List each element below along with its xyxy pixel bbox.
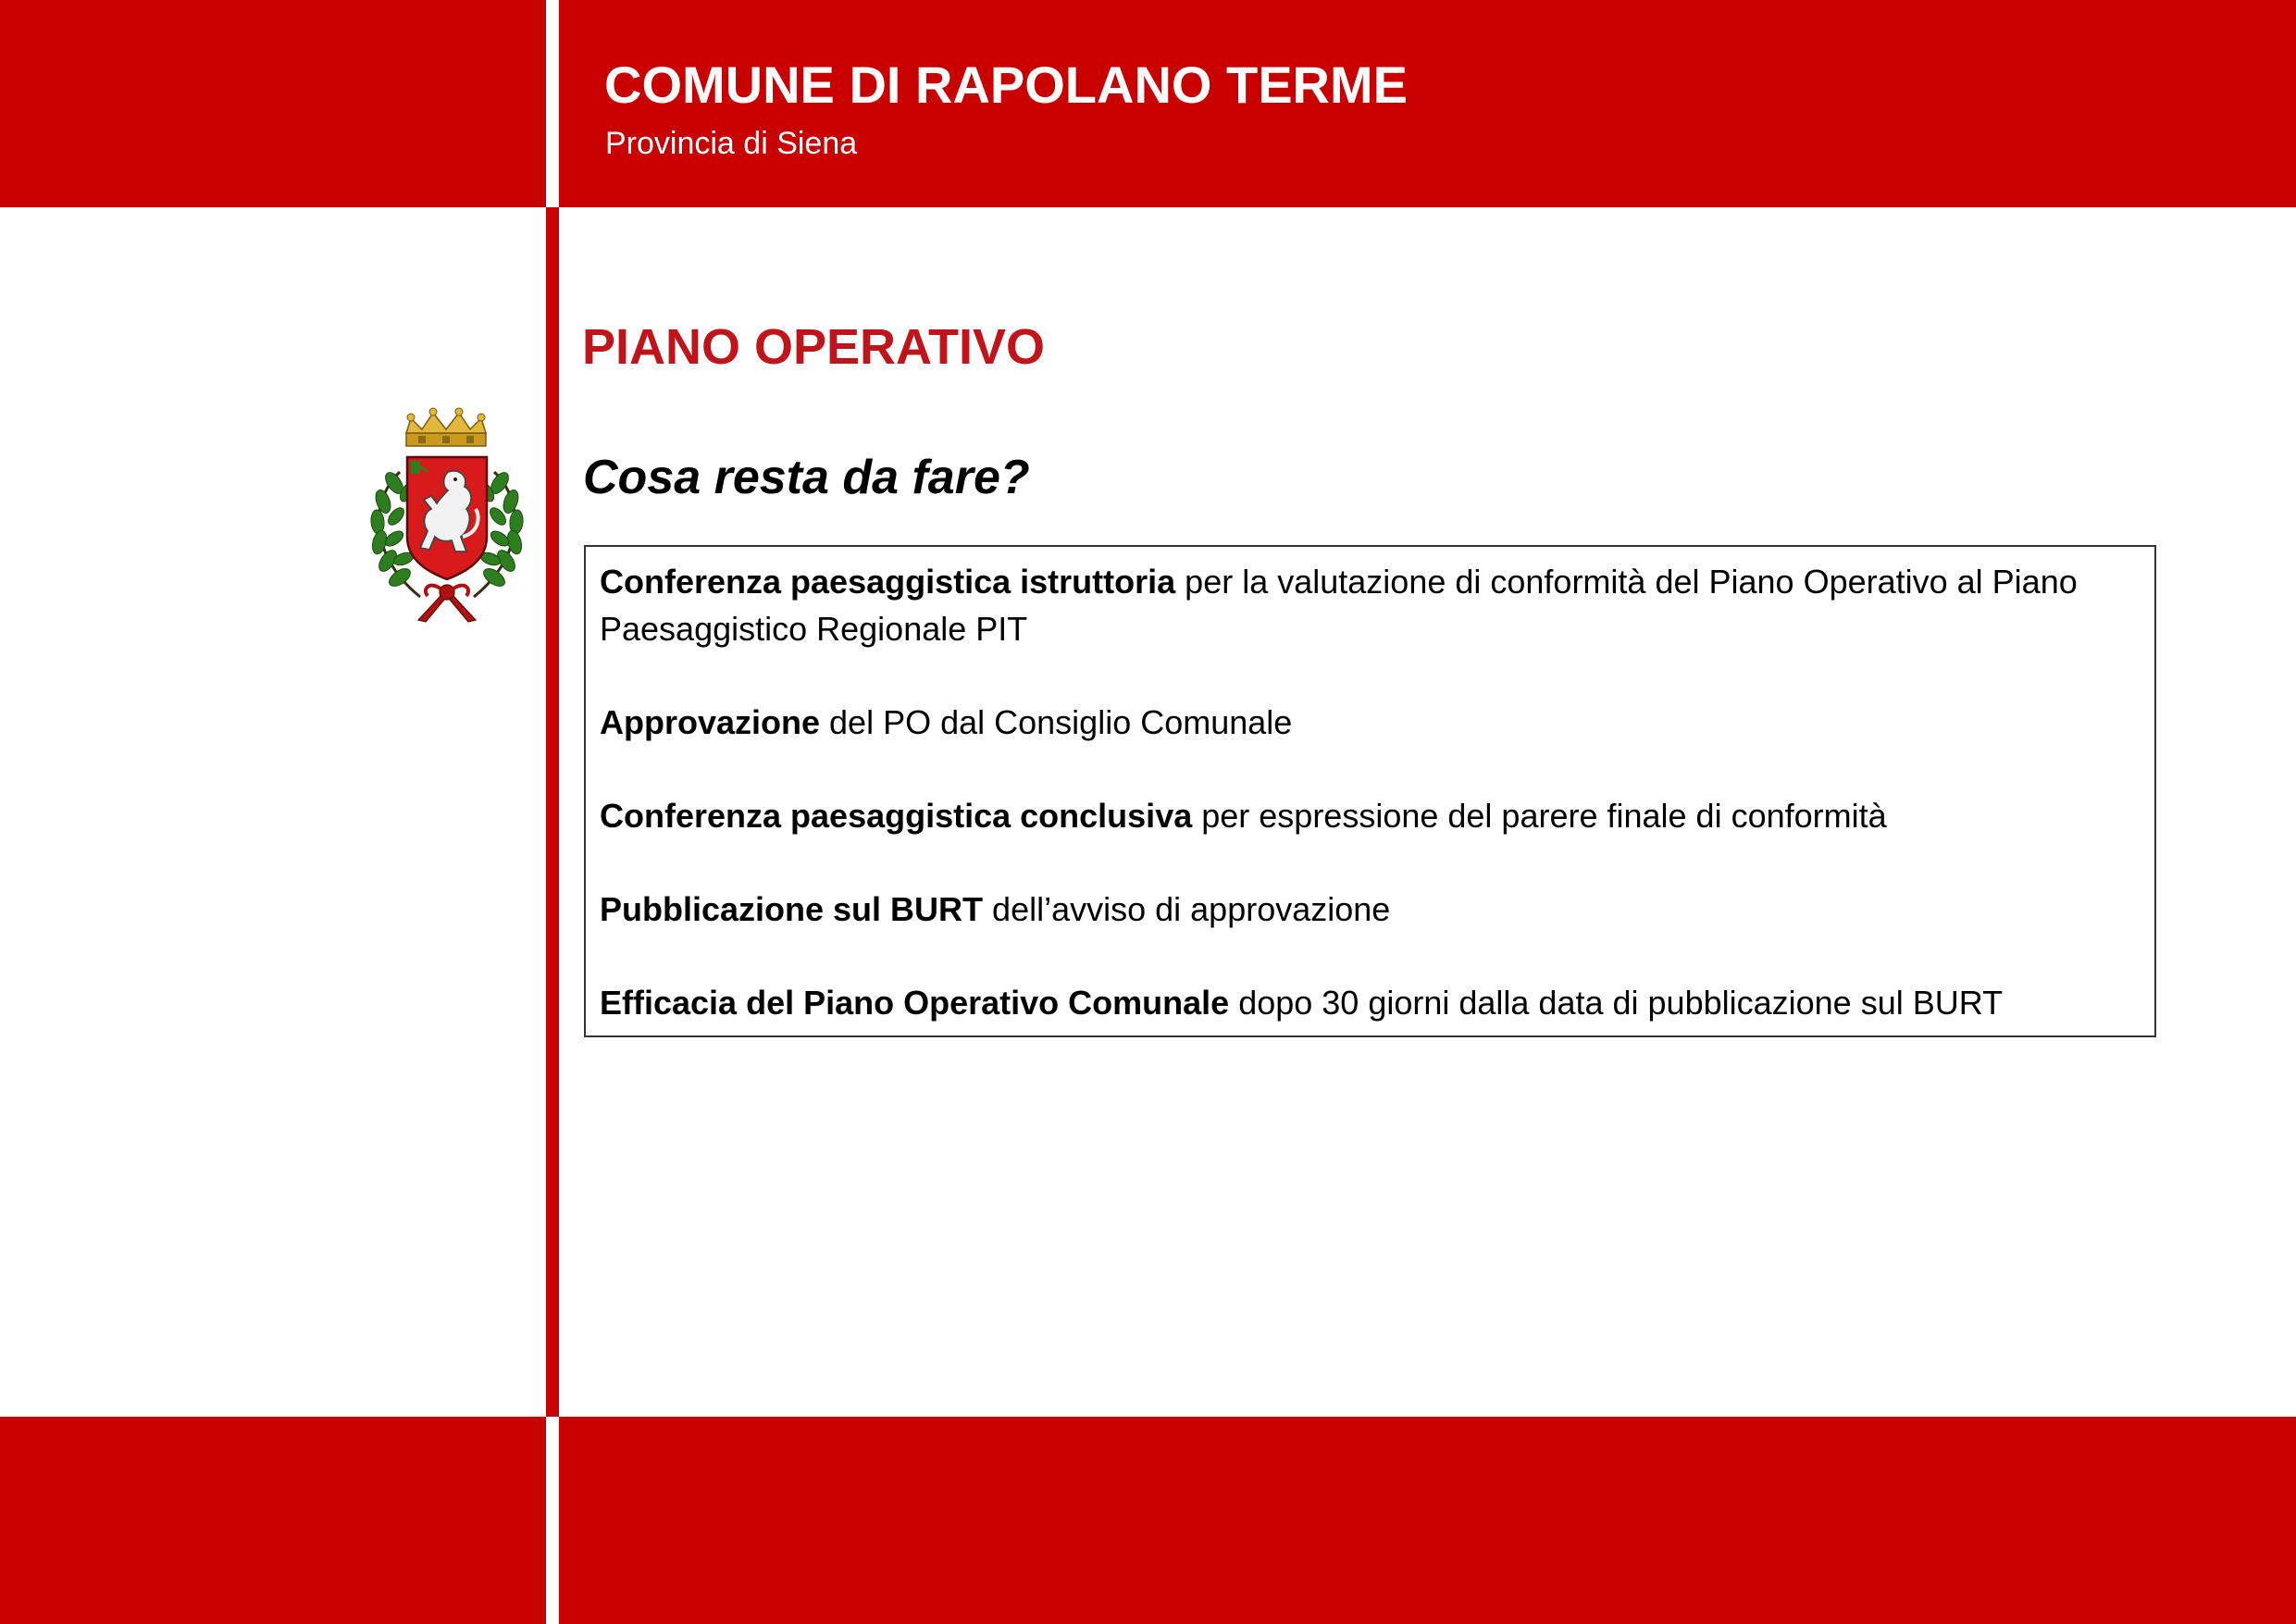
coat-of-arms-icon bbox=[363, 407, 531, 625]
list-item bbox=[600, 886, 2141, 933]
step-bold: Conferenza paesaggistica istruttoria bbox=[600, 563, 1176, 601]
org-name: COMUNE DI RAPOLANO TERME bbox=[604, 56, 1408, 114]
vertical-divider bbox=[546, 207, 559, 1417]
ribbon-icon bbox=[418, 585, 476, 622]
step-bold: Pubblicazione sul BURT bbox=[600, 890, 984, 928]
section-question: Cosa resta da fare? bbox=[583, 451, 1030, 504]
org-province: Provincia di Siena bbox=[605, 126, 858, 161]
step-text: per la valutazione di conformità del Piano Operativo al Piano Paesaggistico Regionale PIT bbox=[600, 563, 2078, 648]
step-text: del PO dal Consiglio Comunale bbox=[820, 703, 1293, 741]
step-text: dopo 30 giorni dalla data di pubblicazione sul BURT bbox=[1229, 984, 2004, 1022]
section-title: PIANO OPERATIVO bbox=[582, 319, 1046, 375]
list-item bbox=[600, 699, 2141, 746]
step-text: dell’avviso di approvazione bbox=[983, 890, 1391, 928]
list-item bbox=[600, 979, 2141, 1026]
step-text: per espressione del parere finale di conformità bbox=[1192, 797, 1887, 835]
crown-icon bbox=[406, 408, 486, 446]
footer-band-left bbox=[0, 1417, 546, 1624]
step-bold: Approvazione bbox=[600, 703, 821, 741]
step-bold: Conferenza paesaggistica conclusiva bbox=[600, 797, 1193, 835]
steps-box bbox=[584, 545, 2156, 1037]
step-bold: Efficacia del Piano Operativo Comunale bbox=[600, 984, 1230, 1022]
shield-icon bbox=[407, 457, 487, 579]
list-item bbox=[600, 558, 2141, 652]
header-band-left bbox=[0, 0, 546, 207]
list-item bbox=[600, 792, 2141, 839]
footer-band bbox=[559, 1417, 2296, 1624]
